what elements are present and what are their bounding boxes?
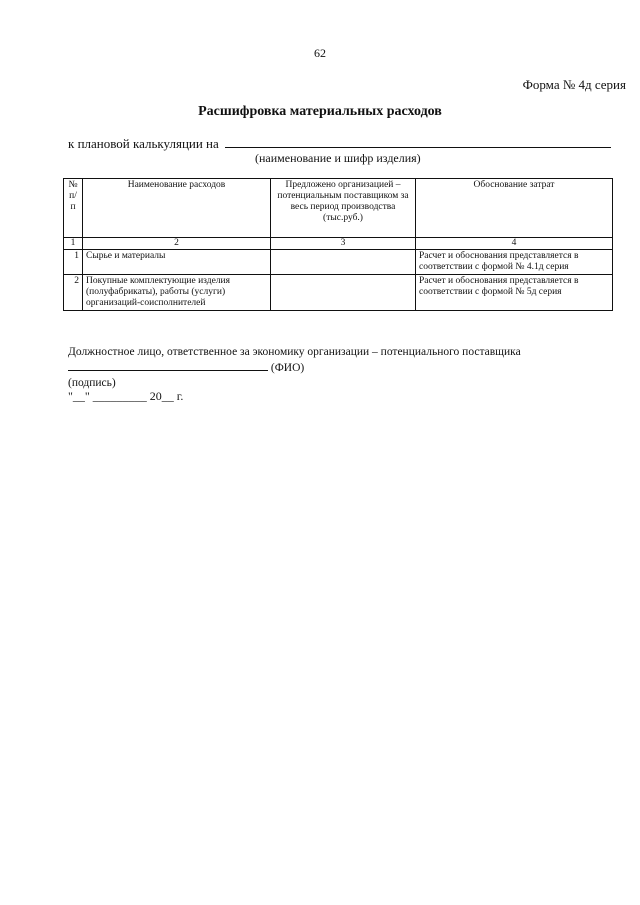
column-index: 1 — [64, 238, 83, 250]
date-line: "__" _________ 20__ г. — [68, 389, 184, 403]
fio-label: (ФИО) — [270, 362, 305, 374]
signature-caption: (подпись) — [68, 377, 116, 389]
page-number: 62 — [314, 46, 326, 60]
signature-blank — [68, 360, 268, 371]
column-index-row — [64, 238, 613, 250]
justification: Расчет и обоснования представляется в соответствии с формой № 4.1д серия — [416, 249, 613, 274]
header-proposed-amount: Предложено организацией – потенциальным поставщиком за весь период производства (тыс.руб.) — [271, 179, 416, 238]
table-row — [64, 274, 613, 310]
header-number: № п/п — [64, 179, 83, 238]
signature-block — [68, 346, 521, 404]
column-index: 2 — [83, 238, 271, 250]
fio-line — [68, 360, 521, 374]
form-label: Форма № 4д серия — [522, 77, 626, 92]
proposed-amount — [271, 249, 416, 274]
calculation-label: к плановой калькуляции на — [68, 136, 219, 151]
row-number: 1 — [64, 249, 83, 274]
expense-table — [63, 178, 613, 311]
header-justification: Обоснование затрат — [416, 179, 613, 238]
document-title: Расшифровка материальных расходов — [198, 104, 442, 119]
product-caption: (наименование и шифр изделия) — [255, 151, 421, 165]
column-index: 4 — [416, 238, 613, 250]
justification: Расчет и обоснования представляется в соответствии с формой № 5д серия — [416, 274, 613, 310]
proposed-amount — [271, 274, 416, 310]
table-row — [64, 249, 613, 274]
expense-name: Сырье и материалы — [83, 249, 271, 274]
product-name-blank — [225, 136, 611, 148]
expense-name: Покупные комплектующие изделия (полуфабрикаты), работы (услуги) организаций-соисполнителей — [83, 274, 271, 310]
column-index: 3 — [271, 238, 416, 250]
table-header-row — [64, 179, 613, 238]
row-number: 2 — [64, 274, 83, 310]
official-title: Должностное лицо, ответственное за экономику организации – потенциального поставщика — [68, 346, 521, 358]
header-expense-name: Наименование расходов — [83, 179, 271, 238]
calculation-line — [68, 136, 611, 152]
